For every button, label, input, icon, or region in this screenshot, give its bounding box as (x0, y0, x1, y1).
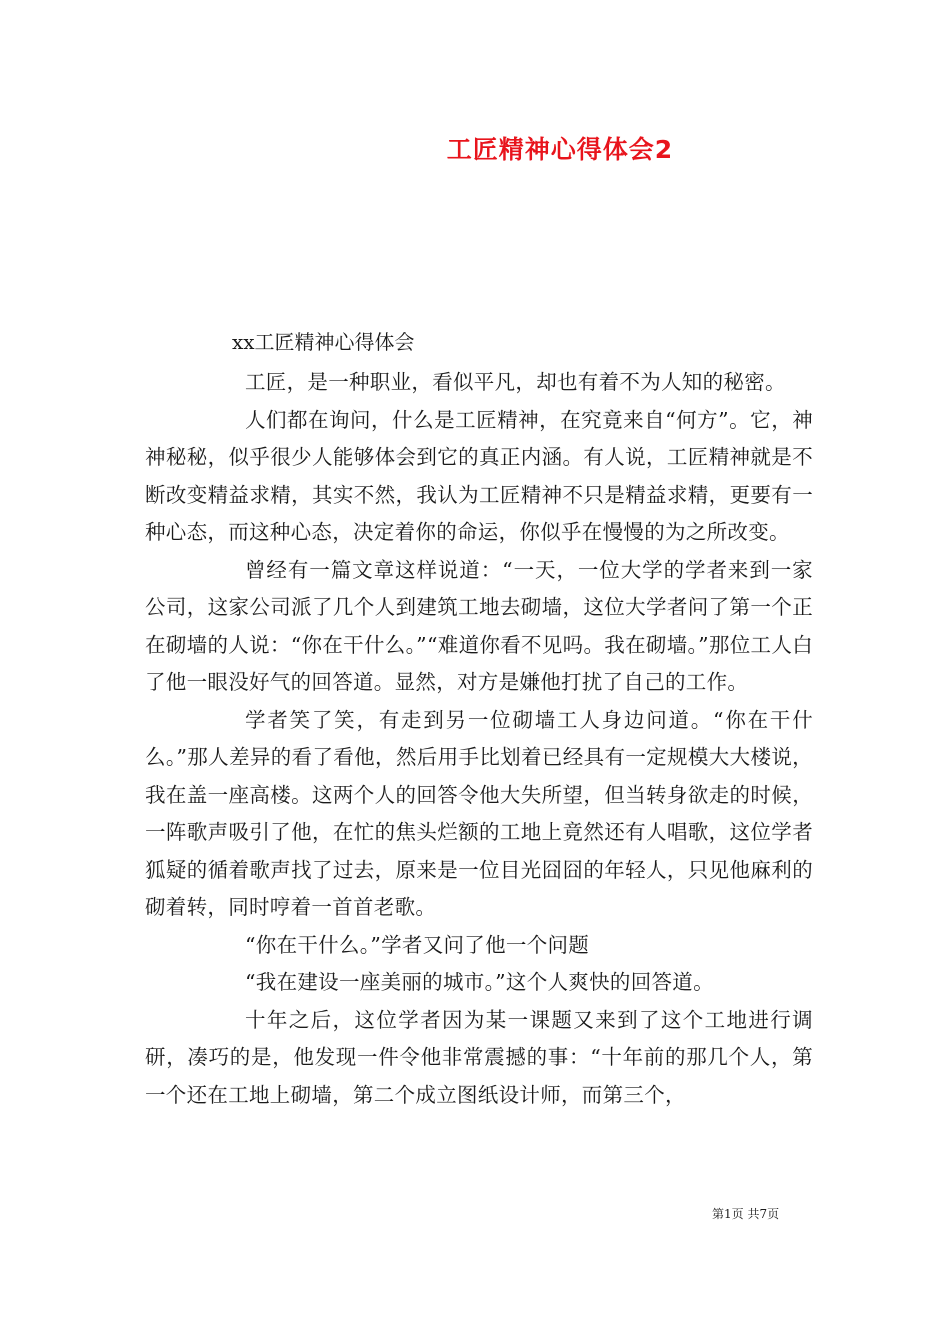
document-subtitle: xx工匠精神心得体会 (232, 330, 415, 354)
body-paragraph: 工匠，是一种职业，看似平凡，却也有着不为人知的秘密。 (245, 370, 786, 394)
body-paragraph: 曾经有一篇文章这样说道：“一天，一位大学的学者来到一家公司，这家公司派了几个人到建筑工地去砌墙，这位大学者问了第一个正在砌墙的人说：“你在干什么。”“难道你看不见吗。我在砌墙。”那位工人白了他一眼没好气的回答道。显然，对方是嫌他打扰了自己的工作。 (145, 557, 813, 694)
body-paragraph: 学者笑了笑，有走到另一位砌墙工人身边问道。“你在干什么。”那人差异的看了看他，然后用手比划着已经具有一定规模大大楼说，我在盖一座高楼。这两个人的回答令他大失所望，但当转身欲走的时候，一阵歌声吸引了他，在忙的焦头烂额的工地上竟然还有人唱歌，这位学者狐疑的循着歌声找了过去，原来是一位目光囧囧的年轻人，只见他麻利的砌着转，同时哼着一首首老歌。 (145, 707, 813, 919)
body-paragraph: “你在干什么。”学者又问了他一个问题 (245, 932, 590, 957)
document-title: 工匠精神心得体会2 (446, 135, 674, 164)
body-paragraph: 十年之后，这位学者因为某一课题又来到了这个工地进行调研，凑巧的是，他发现一件令他非常震撼的事：“十年前的那几个人，第一个还在工地上砌墙，第二个成立图纸设计师，而第三个， (145, 1007, 813, 1107)
body-paragraph: 人们都在询问，什么是工匠精神，在究竟来自“何方”。它，神神秘秘，似乎很少人能够体会到它的真正内涵。有人说，工匠精神就是不断改变精益求精，其实不然，我认为工匠精神不只是精益求精，更要有一种心态，而这种心态，决定着你的命运，你似乎在慢慢的为之所改变。 (145, 407, 813, 544)
document-body (145, 364, 813, 1114)
body-paragraph: “我在建设一座美丽的城市。”这个人爽快的回答道。 (245, 970, 714, 994)
page-number: 第1页 共7页 (712, 1207, 780, 1221)
